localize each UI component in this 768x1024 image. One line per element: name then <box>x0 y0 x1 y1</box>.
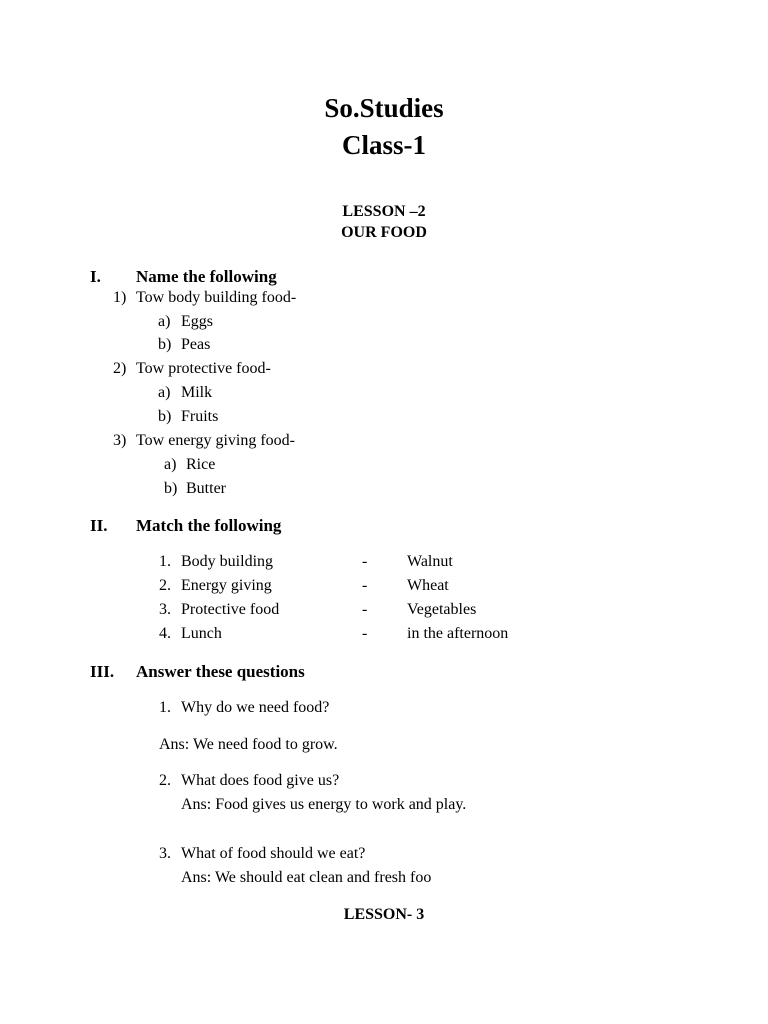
answer-text: Butter <box>186 480 226 497</box>
answer-text: Ans: We need food to grow. <box>159 736 338 753</box>
next-lesson-heading: LESSON- 3 <box>343 906 425 923</box>
section-2-heading: Match the following <box>136 516 282 535</box>
match-left: Body building <box>181 553 274 570</box>
question-number: 3. <box>159 845 171 862</box>
match-left: Protective food <box>181 601 280 618</box>
question-text: Tow protective food- <box>136 360 271 377</box>
match-number: 1. <box>159 553 171 570</box>
answer-letter: a) <box>158 313 171 330</box>
answer-text: Rice <box>186 456 216 473</box>
answer-text: Peas <box>181 336 211 353</box>
match-right: Vegetables <box>407 601 477 618</box>
question-number: 3) <box>113 432 127 449</box>
answer-text: Milk <box>181 384 213 401</box>
question-text: What does food give us? <box>181 772 340 789</box>
question-text: Tow body building food- <box>136 289 297 306</box>
match-dash: - <box>362 625 368 642</box>
answer-letter: b) <box>164 480 178 497</box>
section-3-numeral: III. <box>90 662 115 681</box>
section-3-heading: Answer these questions <box>136 662 305 681</box>
match-right: Wheat <box>407 577 449 594</box>
answer-letter: b) <box>158 336 172 353</box>
question-number: 1) <box>113 289 127 306</box>
match-number: 3. <box>159 601 171 618</box>
question-text: Why do we need food? <box>181 699 330 716</box>
class-title: Class-1 <box>341 130 426 160</box>
match-dash: - <box>362 577 368 594</box>
match-left: Energy giving <box>181 577 272 594</box>
lesson-number: LESSON –2 <box>342 203 426 220</box>
section-1-numeral: I. <box>90 267 101 286</box>
question-number: 2) <box>113 360 127 377</box>
question-text: What of food should we eat? <box>181 845 366 862</box>
match-left: Lunch <box>181 625 222 642</box>
match-dash: - <box>362 553 368 570</box>
match-dash: - <box>362 601 368 618</box>
answer-text: Fruits <box>181 408 219 425</box>
section-1-heading: Name the following <box>136 267 277 286</box>
answer-text: Ans: We should eat clean and fresh foo <box>181 869 432 886</box>
question-text: Tow energy giving food- <box>136 432 295 449</box>
question-number: 1. <box>159 699 171 716</box>
section-2-numeral: II. <box>90 516 108 535</box>
match-right: in the afternoon <box>407 625 509 642</box>
lesson-title: OUR FOOD <box>341 224 427 241</box>
match-right: Walnut <box>407 553 453 570</box>
answer-text: Eggs <box>181 313 213 330</box>
subject-title: So.Studies <box>324 93 444 123</box>
answer-text: Ans: Food gives us energy to work and play. <box>181 796 467 813</box>
match-number: 4. <box>159 625 171 642</box>
question-number: 2. <box>159 772 171 789</box>
answer-letter: a) <box>158 384 171 401</box>
answer-letter: b) <box>158 408 172 425</box>
answer-letter: a) <box>164 456 177 473</box>
match-number: 2. <box>159 577 171 594</box>
